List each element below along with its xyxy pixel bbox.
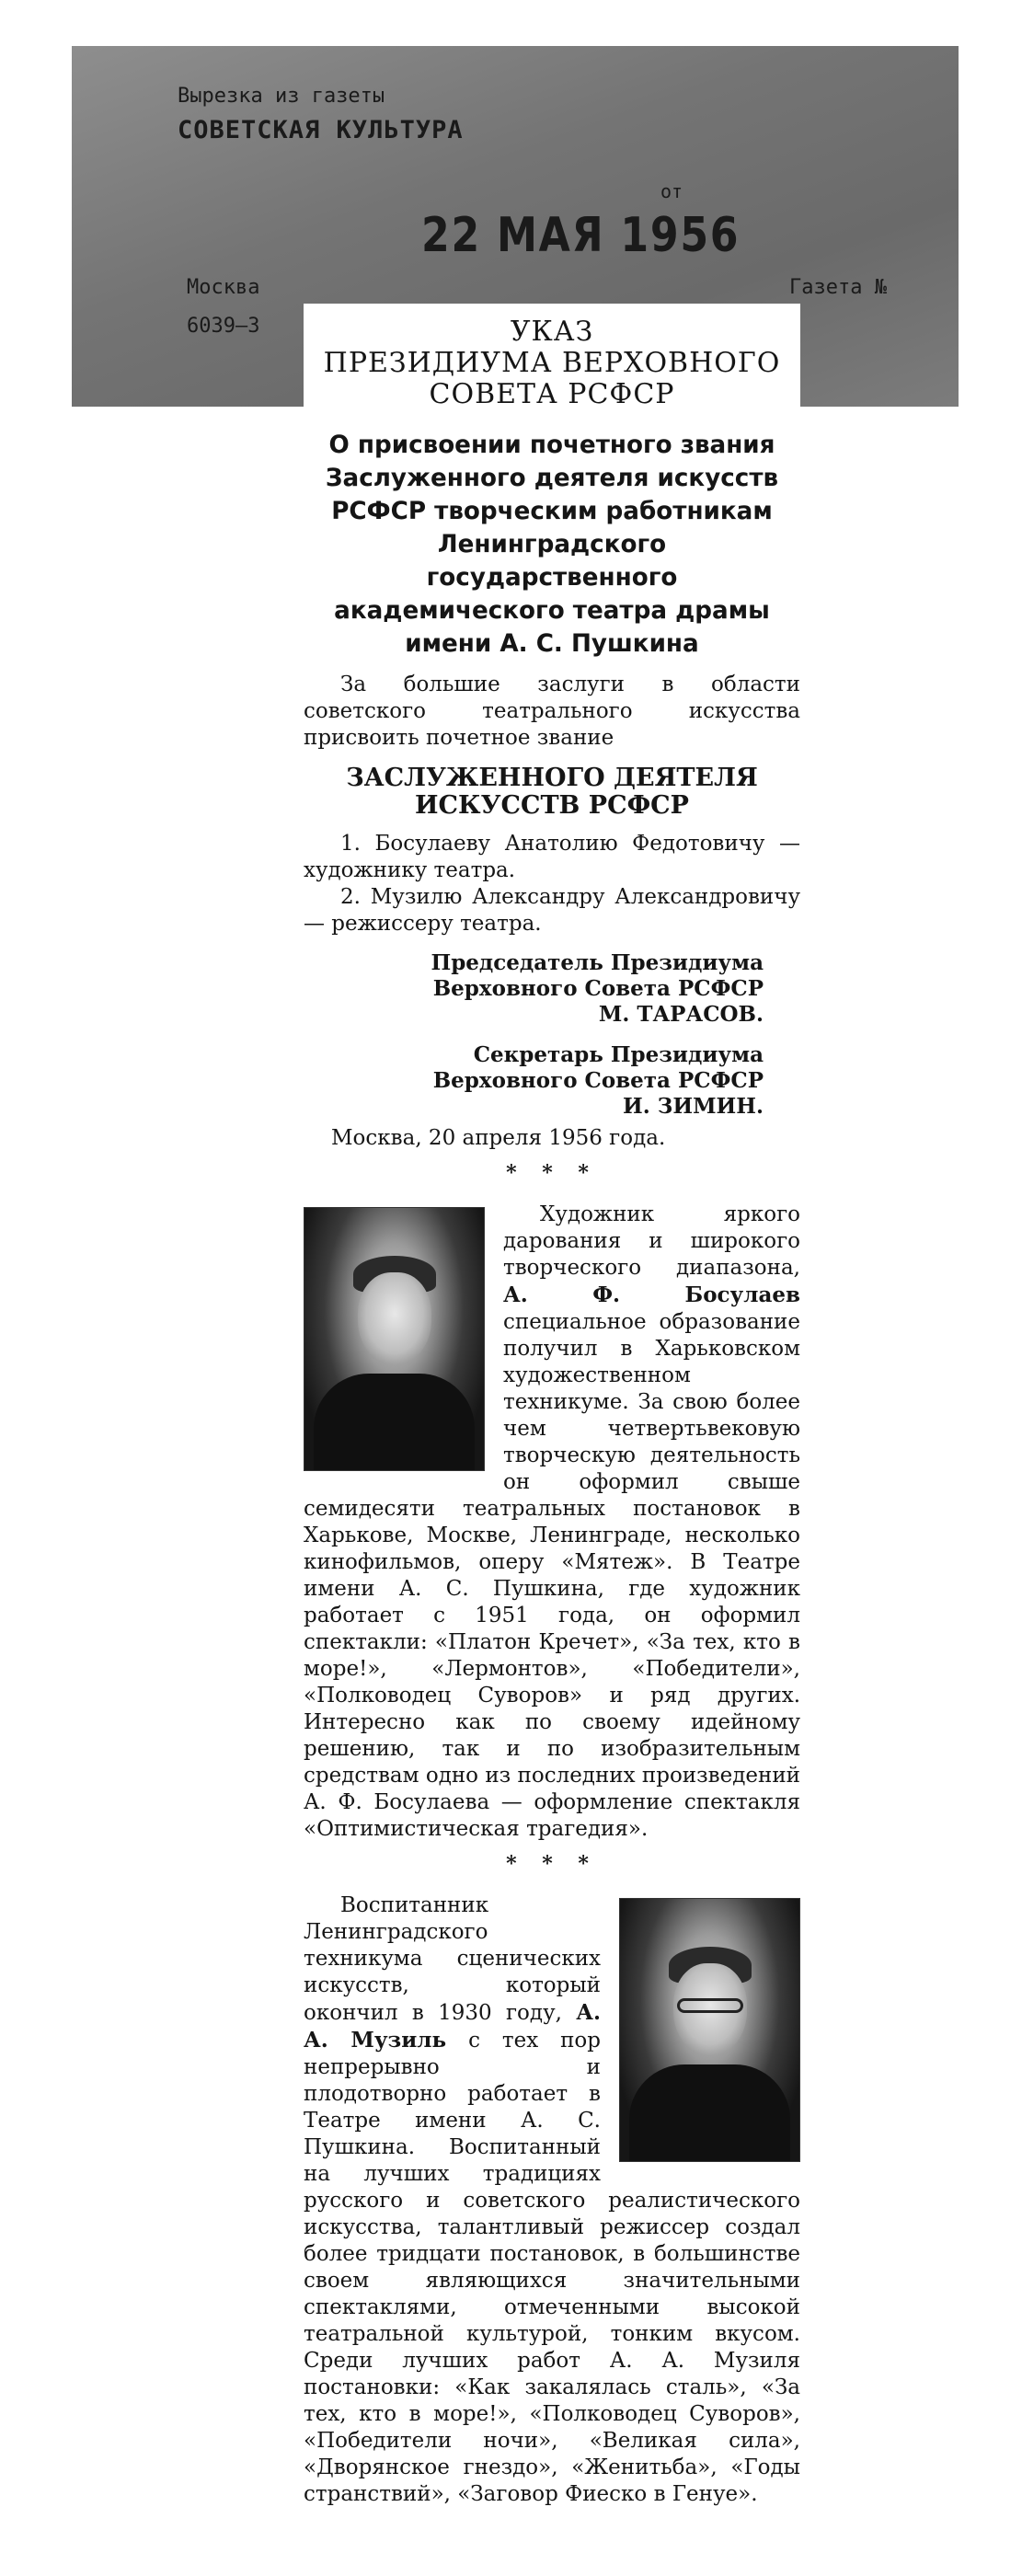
- bio-lead: Художник яркого дарования и широкого творческого диапазона,: [503, 1202, 800, 1280]
- place-date: Москва, 20 апреля 1956 года.: [331, 1126, 666, 1150]
- decree-title: О присвоении почетного звания Заслуженного деятеля искусств РСФСР творческим работникам Ленинградского государственного академического театра драмы имени А. С. Пушкина: [325, 431, 779, 658]
- decree-header-line: СОВЕТА РСФСР: [429, 378, 675, 410]
- portrait-muzil: [619, 1898, 800, 2162]
- signature-secretary: [304, 1042, 800, 1120]
- signature-position: Председатель Президиума: [431, 950, 764, 975]
- decree-item: 1. Босулаеву Анатолию Федотовичу — художнику театра.: [304, 832, 800, 882]
- bio-text: специальное образование получил в Харьковском художественном техникуме. За свою более чем четвертьвековую творческую деятельность он оформил свыше семидесяти театральных постановок в Харькове, Москве, Ленинграде, несколько кинофильмов, оперу «Мятеж». В Театре имени А. С. Пушкина, где художник работает с 1951 года, он оформил спектакли: «Платон Кречет», «За тех, кто в море!», «Лермонтов», «Победители», «Полководец Суворов» и ряд других. Интересно как по своему идейному решению, так и по изобразительным средствам одно из последних произведений А. Ф. Босулаева — оформление спектакля «Оптимистическая трагедия».: [304, 1310, 801, 1841]
- award-title: [304, 765, 800, 820]
- article-column: [304, 304, 800, 2508]
- decree-header-line: УКАЗ: [510, 316, 594, 348]
- decree-item: 2. Музилю Александру Александровичу — режиссеру театра.: [304, 885, 800, 936]
- newspaper-name: СОВЕТСКАЯ КУЛЬТУРА: [178, 116, 464, 144]
- decree-header-line: ПРЕЗИДИУМА ВЕРХОВНОГО: [323, 347, 781, 379]
- bio-text: с тех пор непрерывно и плодотворно работает в Театре имени А. С. Пушкина. Воспитанный на лучших традициях русского и советского реалистического искусства, талантливый режиссер создал более тридцати постановок, в большинстве своем являющихся значительными спектаклями, отмеченными высокой театральной культурой, тонким вкусом. Среди лучших работ А. А. Музиля постановки: «Как закалялась сталь», «За тех, кто в море!», «Полководец Суворов», «Победители ночи», «Великая сила», «Дворянское гнездо», «Женитьба», «Годы странствий», «Заговор Фиеско в Генуе».: [304, 2029, 800, 2506]
- section-separator: * * *: [506, 1852, 598, 1876]
- portrait-bosulaev: [304, 1207, 485, 1471]
- date-prefix: от: [660, 180, 683, 202]
- decree-intro: За большие заслуги в области советского театрального искусства присвоить почетное звание: [304, 673, 800, 750]
- signature-chairman: [304, 950, 800, 1028]
- award-title-line: ИСКУССТВ РСФСР: [415, 791, 689, 820]
- clipping-code: 6039—3: [187, 315, 260, 338]
- signature-position: Секретарь Президиума: [473, 1042, 764, 1067]
- bio-name: А. А. Музиль: [304, 2000, 601, 2053]
- bio-name: А. Ф. Босулаев: [503, 1282, 800, 1307]
- signature-name: И. ЗИМИН.: [623, 1094, 764, 1119]
- bio-lead: Воспитанник Ленинградского техникума сценических искусств, который окончил в 1930 году,: [304, 1893, 601, 2025]
- award-title-line: ЗАСЛУЖЕННОГО ДЕЯТЕЛЯ: [346, 764, 758, 792]
- signature-name: М. ТАРАСОВ.: [598, 1002, 764, 1027]
- clipping-city: Москва: [187, 276, 260, 299]
- signature-position: Верховного Совета РСФСР: [432, 976, 764, 1001]
- clipping-label: Вырезка из газеты: [178, 85, 385, 108]
- signature-position: Верховного Совета РСФСР: [432, 1068, 764, 1093]
- decree-header: [304, 304, 800, 410]
- gazette-number-label: Газета №: [789, 276, 887, 299]
- section-separator: * * *: [506, 1161, 598, 1185]
- clipping-date: 22 МАЯ 1956: [421, 208, 741, 263]
